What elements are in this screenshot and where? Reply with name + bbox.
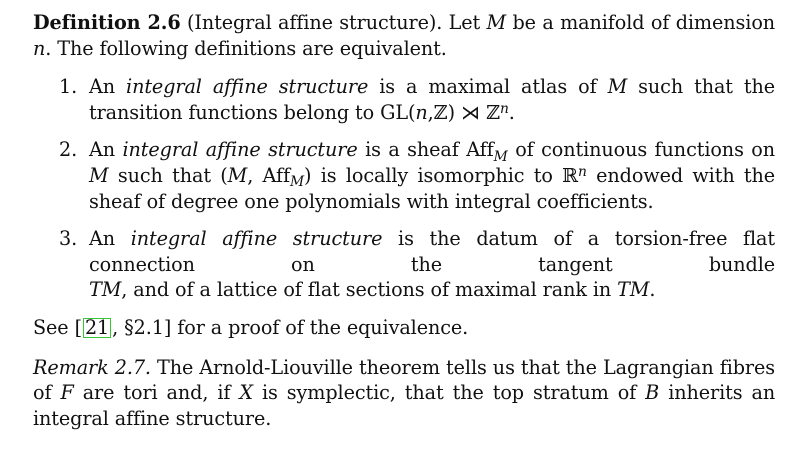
remark-paragraph [33,355,775,432]
emphasized-term: integral affine structure [122,138,358,162]
list-item-text: is a maximal atlas of [379,75,597,99]
definition-paragraph [33,10,775,61]
math-variable-b: B [645,381,660,405]
list-item-number: 2. [59,138,78,162]
math-subscript-m: M [289,174,305,191]
math-variable-m: M [227,163,248,187]
list-item-text: is a sheaf [365,138,459,162]
math-tangent-bundle [89,278,611,301]
emphasized-term: integral affine structure [126,75,369,99]
citation-section: , §2.1] [112,315,172,339]
paper-page [33,10,775,431]
list-item-text: An [89,75,116,99]
math-subscript-m: M [493,148,508,165]
list-item-text: of continuous functions on [515,138,775,162]
math-real-space [562,164,587,187]
list-item-text: An [89,227,116,251]
paragraph-text: See [33,315,69,339]
paragraph-text: for a proof of the equivalence. [177,315,469,339]
math-comma: , [247,163,254,187]
list-item-text: , and of a lattice of flat sections of maximal rank in [121,278,612,302]
list-item-text: endowed with the sheaf of degree one polynomials with integral coefficients. [89,163,776,213]
definition-list-item [33,137,775,214]
definition-text: . The following definitions are equivalent. [45,36,447,60]
math-integers-symbol: ℤ [486,100,500,124]
math-aff: Aff [466,138,494,162]
remark-label: Remark 2.7. [33,355,151,379]
paragraph-text: are tori and, if [82,381,231,405]
list-item-text: is locally isomorphic to [320,163,553,187]
math-close-paren: ) [304,163,312,187]
math-variable-n: n [33,36,46,60]
list-item-text: is the datum of a torsion-free flat connection on the tangent bundle [89,227,776,276]
emphasized-term: integral affine structure [130,227,383,251]
definition-list-item [33,74,775,125]
math-aff: Aff [262,163,290,187]
math-tm: TM [89,278,122,302]
math-variable-f: F [60,381,74,405]
math-reals-symbol: ℝ [562,163,578,187]
paragraph-text: The Arnold-Liouville theorem tells us that the Lagrangian fibres of [33,355,775,405]
list-item-text: An [89,138,116,162]
math-variable-m: M [89,163,109,187]
citation-open-bracket: [ [74,315,82,339]
math-tm: TM [617,278,650,302]
math-exponent-n: n [578,163,587,180]
math-integers-symbol: ℤ [433,100,448,124]
definition-text [33,37,447,60]
definition-label: Definition 2.6 [33,11,181,34]
math-comma: , [427,100,434,124]
definition-title: (Integral affine structure). [187,11,443,34]
math-gl: GL( [380,100,416,124]
list-item-text: such that [117,163,211,187]
paragraph-text: is symplectic, that the top stratum of [261,381,637,405]
sentence-period: . [508,100,515,124]
math-tangent-bundle [617,278,655,301]
see-reference-paragraph [33,315,775,341]
math-group-expression [380,101,515,124]
math-open-paren: ( [220,163,228,187]
math-exponent-n: n [499,100,509,117]
math-variable-m: M [607,75,628,99]
sentence-period: . [649,278,656,302]
math-close-paren: ) [447,100,455,124]
paragraph-text: inherits an integral affine structure. [33,381,776,430]
math-pair-expression [220,163,312,191]
math-aff-sheaf [466,138,508,165]
definition-text: Let [448,11,481,34]
definition-list [33,74,775,303]
citation-link[interactable]: 21 [84,315,110,339]
definition-text: be a manifold of dimension [512,11,776,34]
list-item-text: such that the transition functions belong to [89,75,776,124]
semidirect-product-symbol: ⋊ [460,100,481,124]
math-variable-x: X [239,381,253,405]
list-item-number: 3. [59,227,78,251]
list-item-number: 1. [59,75,78,99]
math-variable-m: M [486,11,507,34]
definition-list-item [33,226,775,303]
math-variable-n: n [415,100,428,124]
citation [75,316,172,339]
